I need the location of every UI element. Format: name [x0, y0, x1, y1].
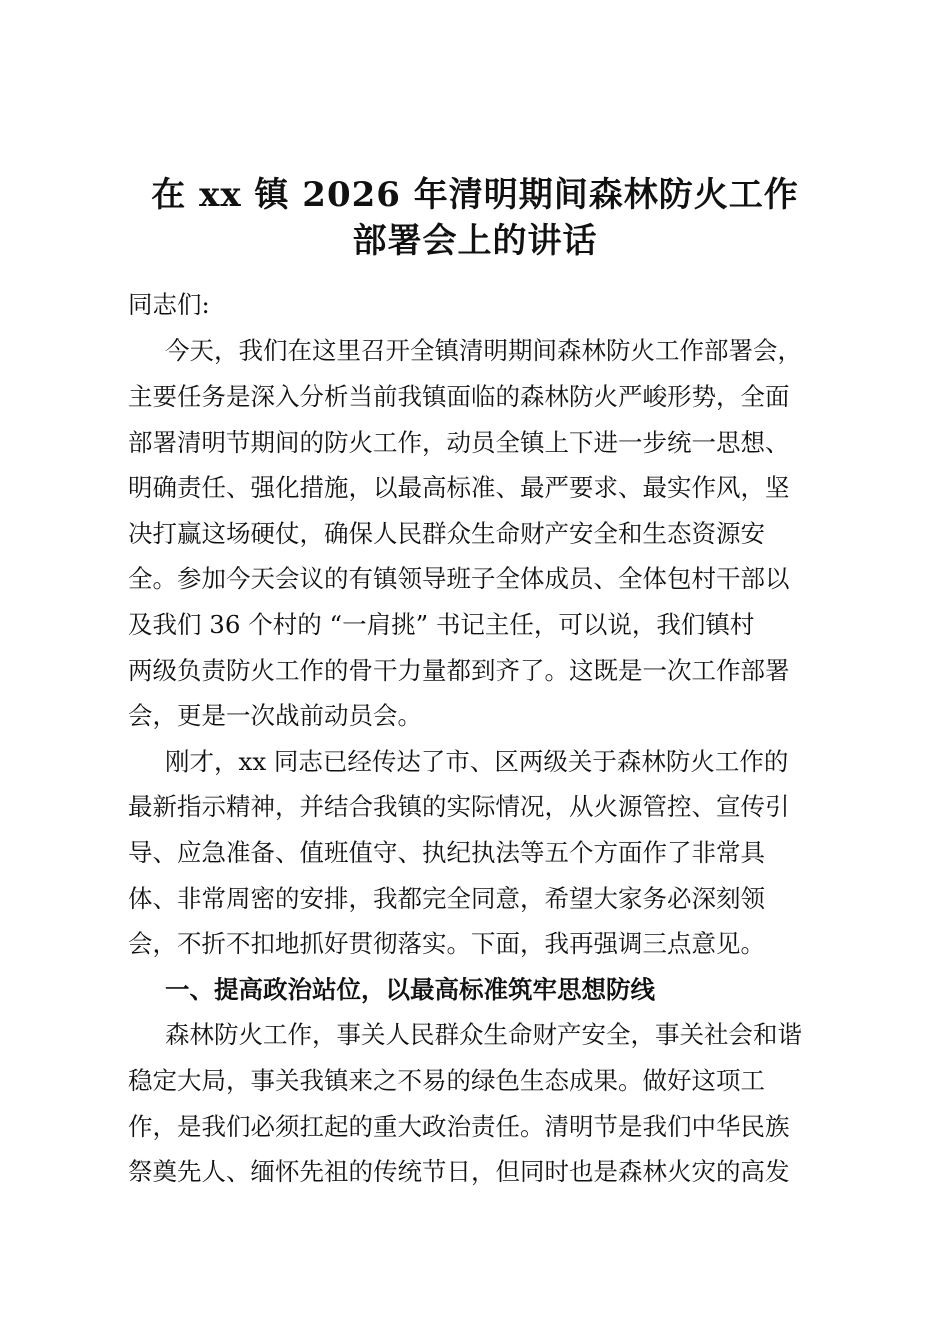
paragraph-3-line: 稳定大局，事关我镇来之不易的绿色生态成果。做好这项工	[128, 1066, 765, 1095]
paragraph-1-line: 今天，我们在这里召开全镇清明期间森林防火工作部署会，	[165, 336, 802, 365]
paragraph-3-line: 森林防火工作，事关人民群众生命财产安全，事关社会和谐	[165, 1020, 802, 1049]
paragraph-1-line: 明确责任、强化措施，以最高标准、最严要求、最实作风，坚	[128, 473, 790, 502]
paragraph-3-line: 作，是我们必须扛起的重大政治责任。清明节是我们中华民族	[128, 1112, 790, 1141]
paragraph-2-line: 刚才，xx 同志已经传达了市、区两级关于森林防火工作的	[165, 747, 789, 776]
section-heading-1: 一、提高政治站位，以最高标准筑牢思想防线	[165, 975, 655, 1004]
paragraph-1-line: 会，更是一次战前动员会。	[128, 701, 422, 730]
paragraph-1-line: 决打赢这场硬仗，确保人民群众生命财产安全和生态资源安	[128, 519, 765, 548]
paragraph-2-line: 最新指示精神，并结合我镇的实际情况，从火源管控、宣传引	[128, 792, 790, 821]
paragraph-1-line: 全。参加今天会议的有镇领导班子全体成员、全体包村干部以	[128, 564, 790, 593]
document-title-line-2: 部署会上的讲话	[352, 221, 598, 261]
paragraph-1-line: 主要任务是深入分析当前我镇面临的森林防火严峻形势，全面	[128, 382, 790, 411]
paragraph-2-line: 体、非常周密的安排，我都完全同意，希望大家务必深刻领	[128, 884, 765, 913]
paragraph-2-line: 会，不折不扣地抓好贯彻落实。下面，我再强调三点意见。	[128, 929, 765, 958]
document-title-line-1: 在 xx 镇 2026 年清明期间森林防火工作	[151, 175, 799, 215]
paragraph-3-line: 祭奠先人、缅怀先祖的传统节日，但同时也是森林火灾的高发	[128, 1157, 790, 1186]
paragraph-2-line: 导、应急准备、值班值守、执纪执法等五个方面作了非常具	[128, 838, 765, 867]
paragraph-1-line: 及我们 36 个村的 “一肩挑” 书记主任，可以说，我们镇村	[128, 610, 755, 639]
paragraph-1-line: 部署清明节期间的防火工作，动员全镇上下进一步统一思想、	[128, 428, 790, 457]
salutation: 同志们:	[128, 290, 210, 319]
paragraph-1-line: 两级负责防火工作的骨干力量都到齐了。这既是一次工作部署	[128, 656, 790, 685]
